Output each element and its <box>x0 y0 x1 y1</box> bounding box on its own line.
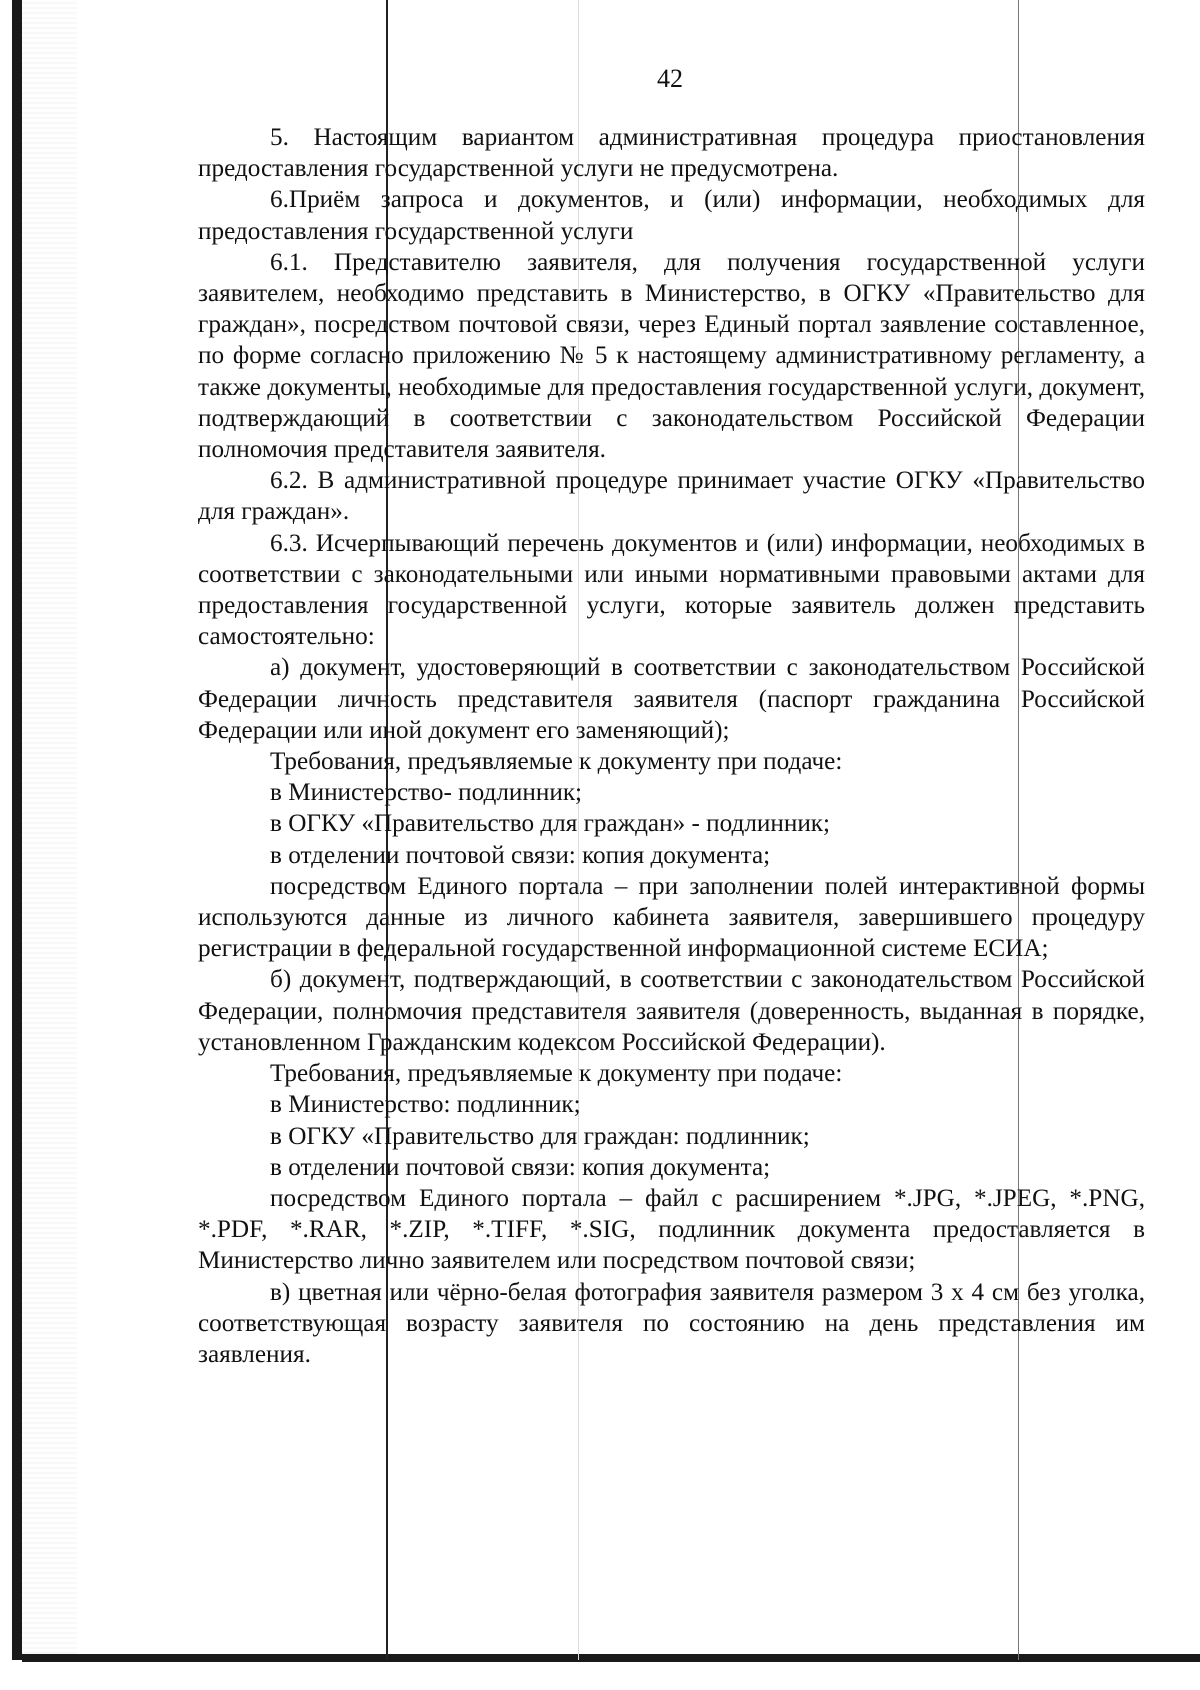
paragraph-6-2: 6.2. В административной процедуре принимает участие ОГКУ «Правительство для граждан». <box>198 467 1145 526</box>
scan-edge-left <box>12 0 22 1660</box>
scan-noise <box>22 0 77 1654</box>
paragraph-6: 6.Приём запроса и документов, и (или) информации, необходимых для предоставления государственной услуги <box>198 186 1145 245</box>
document-body <box>198 122 1145 1370</box>
paragraph-5: 5. Настоящим вариантом административная процедура приостановления предоставления государственной услуги не предусмотрена. <box>198 124 1145 183</box>
item-b: б) документ, подтверждающий, в соответствии с законодательством Российской Федерации, полномочия представителя заявителя (доверенность, выданная в порядке, установленном Гражданским кодексом Российской Федерации). <box>198 966 1145 1056</box>
requirement-line: в Министерство: подлинник; <box>270 1091 581 1119</box>
requirement-portal: посредством Единого портала – при заполнении полей интерактивной формы используются данные из личного кабинета заявителя, завершившего процедуру регистрации в федеральной государственной информационной системе ЕСИА; <box>198 872 1145 963</box>
requirements-heading: Требования, предъявляемые к документу при подаче: <box>270 748 843 776</box>
page-number: 42 <box>657 64 683 93</box>
paragraph-6-1: 6.1. Представителю заявителя, для получения государственной услуги заявителем, необходимо представить в Министерство, в ОГКУ «Правительство для граждан», посредством почтовой связи, через Единый портал заявление составленное, по форме согласно приложению № 5 к настоящему административному регламенту, а также документы, необходимые для предоставления государственной услуги, документ, подтверждающий в соответствии с законодательством Российской Федерации полномочия представителя заявителя. <box>198 248 1145 464</box>
paragraph-6-3: 6.3. Исчерпывающий перечень документов и (или) информации, необходимых в соответствии с законодательными или иными нормативными правовыми актами для предоставления государственной услуги, которые заявитель должен представить самостоятельно: <box>198 529 1145 651</box>
requirement-line: в отделении почтовой связи: копия документа; <box>270 1153 771 1181</box>
requirement-line: в ОГКУ «Правительство для граждан» - подлинник; <box>270 810 831 838</box>
requirement-line: в ОГКУ «Правительство для граждан: подлинник; <box>270 1122 810 1150</box>
requirement-line: в отделении почтовой связи: копия документа; <box>270 841 771 869</box>
item-v: в) цветная или чёрно-белая фотография заявителя размером 3 х 4 см без уголка, соответствующая возрасту заявителя по состоянию на день представления им заявления. <box>198 1278 1145 1368</box>
requirement-portal: посредством Единого портала – файл с расширением *.JPG, *.JPEG, *.PNG, *.PDF, *.RAR, *.ZIP, *.TIFF, *.SIG, подлинник документа предоставляется в Министерство лично заявителем или посредством почтовой связи; <box>198 1184 1145 1275</box>
scan-edge-bottom <box>22 1654 1200 1662</box>
requirements-heading: Требования, предъявляемые к документу при подаче: <box>270 1060 843 1088</box>
item-a: а) документ, удостоверяющий в соответствии с законодательством Российской Федерации личность представителя заявителя (паспорт гражданина Российской Федерации или иной документ его заменяющий); <box>198 654 1145 744</box>
requirement-line: в Министерство- подлинник; <box>270 779 583 807</box>
